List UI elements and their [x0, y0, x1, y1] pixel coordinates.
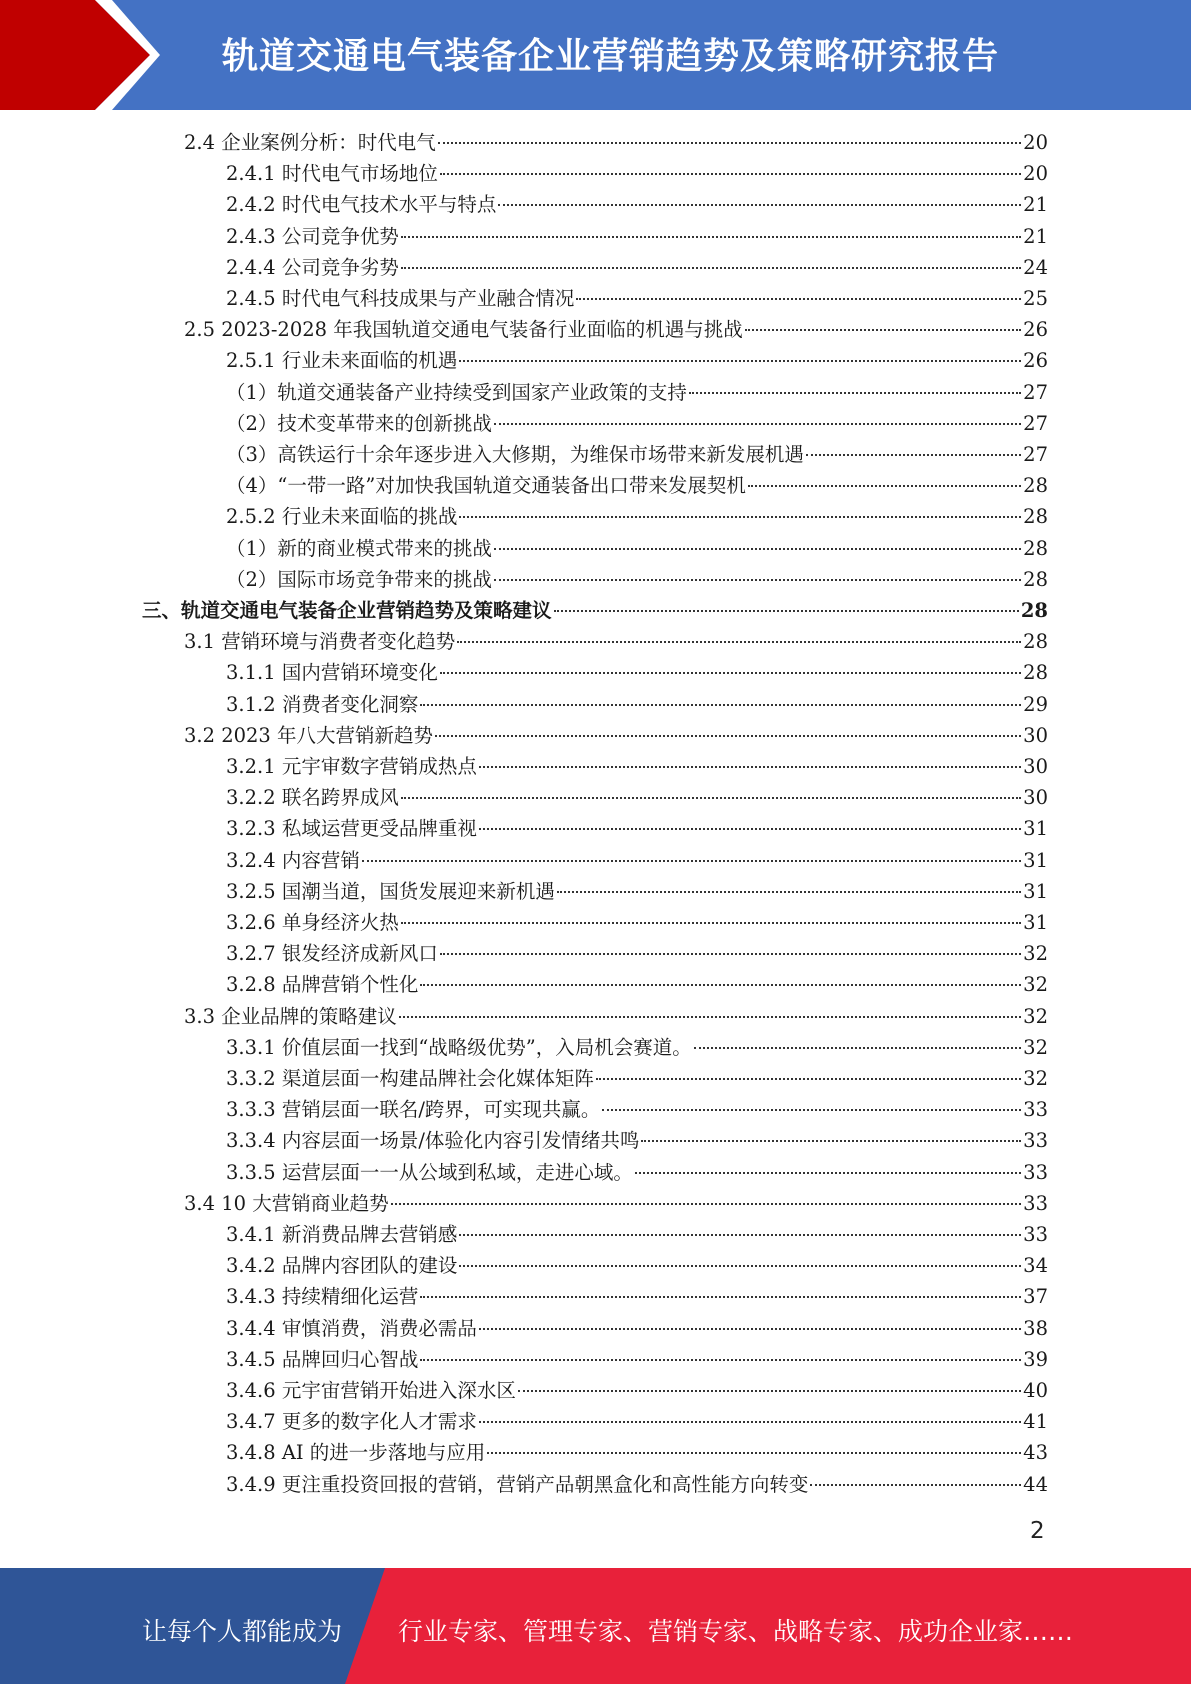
toc-entry-page: 32 — [1023, 973, 1048, 997]
toc-leader-dots — [420, 1359, 1021, 1361]
toc-leader-dots — [498, 204, 1021, 206]
toc-entry-page: 26 — [1023, 349, 1048, 373]
toc-entry-label: 3.4.2 品牌内容团队的建设 — [226, 1254, 458, 1278]
toc-entry-page: 33 — [1023, 1160, 1048, 1184]
toc-entry-label: （3）高铁运行十余年逐步进入大修期，为维保市场带来新发展机遇 — [226, 443, 804, 466]
toc-entry-label: （1）新的商业模式带来的挑战 — [226, 536, 492, 560]
toc-entry[interactable] — [226, 1437, 1048, 1468]
toc-leader-dots — [557, 891, 1021, 893]
toc-entry[interactable] — [226, 1157, 1048, 1188]
toc-entry[interactable] — [226, 907, 1048, 938]
toc-entry-label: 3.2 2023 年八大营销新趋势 — [184, 723, 434, 747]
toc-entry-page: 29 — [1023, 692, 1048, 716]
toc-entry-page: 31 — [1023, 817, 1048, 841]
toc-entry-page: 28 — [1023, 505, 1048, 529]
toc-leader-dots — [401, 922, 1021, 924]
toc-entry-page: 28 — [1023, 536, 1048, 560]
toc-entry[interactable] — [184, 314, 1048, 345]
toc-leader-dots — [602, 1109, 1021, 1111]
toc-entry-label: （2）国际市场竞争带来的挑战 — [226, 567, 492, 591]
toc-entry[interactable] — [226, 876, 1048, 907]
toc-leader-dots — [479, 828, 1021, 830]
toc-entry-label: 3.2.3 私域运营更受品牌重视 — [226, 817, 477, 841]
toc-entry-label: 2.4.3 公司竞争优势 — [226, 224, 399, 248]
toc-entry[interactable] — [226, 252, 1048, 283]
toc-entry-page: 30 — [1023, 723, 1048, 747]
toc-entry-label: 3.4.5 品牌回归心智战 — [226, 1347, 419, 1371]
toc-entry[interactable] — [184, 720, 1048, 751]
toc-leader-dots — [689, 392, 1021, 394]
toc-entry[interactable] — [226, 657, 1048, 688]
toc-entry-label: （4）“一带一路”对加快我国轨道交通装备出口带来发展契机 — [226, 474, 746, 498]
toc-entry-label: 3.2.6 单身经济火热 — [226, 911, 399, 934]
toc-entry[interactable] — [226, 1219, 1048, 1250]
toc-entry-label: 3.4.9 更注重投资回报的营销，营销产品朝黑盒化和高性能方向转变 — [226, 1472, 809, 1496]
toc-entry-label: 3.2.4 内容营销 — [226, 848, 360, 872]
toc-entry-page: 32 — [1023, 942, 1048, 966]
toc-entry[interactable] — [226, 221, 1048, 252]
toc-leader-dots — [748, 485, 1021, 487]
toc-entry[interactable] — [226, 845, 1048, 876]
toc-entry-label: 3.3 企业品牌的策略建议 — [184, 1004, 397, 1028]
toc-entry-label: 3.3.1 价值层面一找到“战略级优势”，入局机会赛道。 — [226, 1035, 692, 1059]
toc-entry-page: 33 — [1023, 1129, 1048, 1153]
toc-entry[interactable] — [226, 1125, 1048, 1156]
toc-entry-label: 3.2.2 联名跨界成风 — [226, 786, 399, 810]
toc-entry-page: 33 — [1023, 1223, 1048, 1246]
toc-leader-dots — [596, 1078, 1021, 1080]
toc-leader-dots — [435, 735, 1021, 737]
toc-entry-label: 2.4.4 公司竞争劣势 — [226, 255, 399, 279]
toc-entry[interactable] — [184, 626, 1048, 657]
toc-leader-dots — [487, 1452, 1021, 1454]
toc-leader-dots — [745, 329, 1021, 331]
toc-entry-page: 32 — [1023, 1035, 1048, 1059]
toc-entry-page: 31 — [1023, 879, 1048, 903]
toc-leader-dots — [479, 766, 1021, 768]
toc-entry[interactable] — [226, 938, 1048, 969]
toc-entry-label: 3.2.5 国潮当道，国货发展迎来新机遇 — [226, 879, 555, 903]
toc-entry-page: 21 — [1023, 224, 1048, 248]
footer-slogan-left: 让每个人都能成为 — [142, 1617, 343, 1646]
toc-entry[interactable] — [226, 470, 1048, 501]
toc-entry[interactable] — [226, 158, 1048, 189]
toc-entry-label: 3.4.8 AI 的进一步落地与应用 — [226, 1441, 486, 1465]
toc-entry[interactable] — [226, 439, 1048, 470]
toc-entry-label: 3.3.5 运营层面一一从公域到私域，走进心域。 — [226, 1160, 633, 1184]
toc-entry[interactable] — [226, 1313, 1048, 1344]
toc-entry-label: 3.3.2 渠道层面一构建品牌社会化媒体矩阵 — [226, 1067, 594, 1090]
toc-entry[interactable] — [184, 127, 1048, 158]
toc-leader-dots — [479, 1328, 1021, 1330]
toc-entry-label: 2.5 2023-2028 年我国轨道交通电气装备行业面临的机遇与挑战 — [184, 318, 743, 342]
toc-leader-dots — [438, 142, 1021, 144]
toc-entry-page: 28 — [1023, 630, 1048, 654]
toc-entry-page: 26 — [1023, 318, 1048, 342]
toc-entry-label: 2.4.2 时代电气技术水平与特点 — [226, 193, 497, 217]
toc-leader-dots — [806, 454, 1021, 456]
toc-entry-label: （1）轨道交通装备产业持续受到国家产业政策的支持 — [226, 380, 687, 404]
toc-entry[interactable] — [226, 533, 1048, 564]
toc-leader-dots — [401, 236, 1021, 238]
toc-leader-dots — [554, 610, 1019, 612]
header-banner — [0, 0, 1191, 110]
toc-entry-page: 28 — [1023, 567, 1048, 591]
toc-entry-label: 3.4.7 更多的数字化人才需求 — [226, 1410, 477, 1434]
toc-entry-page: 38 — [1023, 1316, 1048, 1340]
toc-entry[interactable] — [226, 1281, 1048, 1312]
toc-leader-dots — [459, 1234, 1021, 1236]
toc-entry[interactable] — [226, 1094, 1048, 1125]
toc-leader-dots — [810, 1484, 1021, 1486]
toc-entry-label: 3.4.6 元宇宙营销开始进入深水区 — [226, 1379, 516, 1402]
toc-entry-page: 34 — [1023, 1254, 1048, 1278]
toc-entry[interactable] — [142, 595, 1048, 626]
toc-entry-page: 41 — [1023, 1410, 1048, 1434]
toc-entry-label: 2.5.2 行业未来面临的挑战 — [226, 505, 458, 529]
toc-leader-dots — [518, 1390, 1021, 1392]
toc-entry-page: 32 — [1023, 1004, 1048, 1028]
toc-entry[interactable] — [226, 813, 1048, 844]
toc-leader-dots — [420, 1296, 1021, 1298]
toc-leader-dots — [440, 953, 1021, 955]
toc-entry-label: 3.4.3 持续精细化运营 — [226, 1285, 419, 1309]
toc-entry-page: 33 — [1023, 1098, 1048, 1122]
toc-entry-label: 3.1.2 消费者变化洞察 — [226, 692, 419, 716]
toc-entry-label: 3.2.8 品牌营销个性化 — [226, 973, 419, 997]
toc-entry[interactable] — [226, 969, 1048, 1000]
toc-entry[interactable] — [226, 1063, 1048, 1094]
toc-entry-page: 30 — [1023, 755, 1048, 778]
toc-entry-label: 2.4.1 时代电气市场地位 — [226, 162, 438, 186]
toc-entry-label: 3.4 10 大营销商业趋势 — [184, 1191, 389, 1215]
toc-entry-page: 31 — [1023, 911, 1048, 934]
toc-entry-page: 39 — [1023, 1347, 1048, 1371]
toc-entry-label: 3.4.4 审慎消费，消费必需品 — [226, 1316, 477, 1340]
toc-leader-dots — [641, 1140, 1021, 1142]
toc-leader-dots — [401, 797, 1021, 799]
toc-entry-page: 21 — [1023, 193, 1048, 217]
toc-leader-dots — [399, 1016, 1021, 1018]
toc-entry-label: 3.3.3 营销层面一联名/跨界，可实现共赢。 — [226, 1098, 601, 1122]
toc-entry-page: 43 — [1023, 1441, 1048, 1465]
toc-leader-dots — [635, 1172, 1021, 1174]
toc-entry[interactable] — [226, 782, 1048, 813]
toc-entry-page: 27 — [1023, 443, 1048, 466]
toc-entry-label: 3.2.1 元宇审数字营销成热点 — [226, 755, 477, 778]
toc-leader-dots — [362, 860, 1021, 862]
toc-entry-page: 28 — [1023, 661, 1048, 685]
toc-entry-page: 20 — [1023, 162, 1048, 186]
header-arrow-decoration — [0, 0, 160, 110]
toc-entry[interactable] — [226, 1375, 1048, 1406]
toc-entry[interactable] — [226, 751, 1048, 782]
toc-entry-label: 3.3.4 内容层面一场景/体验化内容引发情绪共鸣 — [226, 1129, 640, 1153]
toc-entry-label: 3.4.1 新消费品牌去营销感 — [226, 1223, 458, 1246]
toc-entry[interactable] — [226, 377, 1048, 408]
toc-leader-dots — [459, 1265, 1021, 1267]
toc-entry-label: 2.4.5 时代电气科技成果与产业融合情况 — [226, 287, 575, 310]
toc-entry-label: 3.2.7 银发经济成新风口 — [226, 942, 438, 966]
toc-leader-dots — [459, 516, 1021, 518]
toc-entry-label: （2）技术变革带来的创新挑战 — [226, 411, 492, 435]
toc-leader-dots — [576, 298, 1021, 300]
toc-entry[interactable] — [226, 501, 1048, 532]
toc-entry-page: 27 — [1023, 411, 1048, 435]
toc-leader-dots — [494, 423, 1021, 425]
toc-entry-label: 2.4 企业案例分析：时代电气 — [184, 131, 436, 154]
toc-leader-dots — [494, 579, 1021, 581]
toc-entry[interactable] — [226, 1469, 1048, 1500]
toc-entry[interactable] — [226, 1250, 1048, 1281]
toc-entry[interactable] — [184, 1001, 1048, 1032]
toc-entry[interactable] — [226, 1406, 1048, 1437]
toc-entry[interactable] — [226, 1344, 1048, 1375]
toc-leader-dots — [420, 984, 1021, 986]
toc-entry[interactable] — [226, 1032, 1048, 1063]
footer-banner — [0, 1568, 1191, 1684]
toc-entry-page: 27 — [1023, 380, 1048, 404]
toc-entry[interactable] — [226, 189, 1048, 220]
toc-entry-label: 3.1 营销环境与消费者变化趋势 — [184, 630, 456, 654]
toc-entry[interactable] — [226, 345, 1048, 376]
toc-leader-dots — [440, 173, 1021, 175]
toc-entry-page: 25 — [1023, 287, 1048, 310]
toc-entry-page: 28 — [1023, 474, 1048, 498]
toc-entry[interactable] — [226, 283, 1048, 314]
toc-entry-page: 30 — [1023, 786, 1048, 810]
toc-leader-dots — [457, 641, 1021, 643]
toc-leader-dots — [440, 672, 1021, 674]
toc-leader-dots — [391, 1203, 1021, 1205]
toc-entry-page: 40 — [1023, 1379, 1048, 1402]
toc-entry[interactable] — [184, 1188, 1048, 1219]
toc-entry-page: 37 — [1023, 1285, 1048, 1309]
report-title: 轨道交通电气装备企业营销趋势及策略研究报告 — [222, 36, 1000, 77]
toc-entry-page: 32 — [1023, 1067, 1048, 1090]
toc-entry-page: 24 — [1023, 255, 1048, 279]
footer-slogan-right: 行业专家、管理专家、营销专家、战略专家、成功企业家…… — [398, 1617, 1074, 1646]
toc-entry[interactable] — [226, 689, 1048, 720]
toc-leader-dots — [694, 1047, 1021, 1049]
toc-entry-page: 44 — [1023, 1472, 1048, 1496]
toc-leader-dots — [401, 267, 1021, 269]
toc-leader-dots — [420, 704, 1021, 706]
toc-entry-label: 三、轨道交通电气装备企业营销趋势及策略建议 — [142, 599, 552, 622]
toc-leader-dots — [494, 548, 1021, 550]
toc-leader-dots — [479, 1421, 1021, 1423]
page-number: 2 — [1030, 1518, 1045, 1544]
toc-entry[interactable] — [226, 408, 1048, 439]
toc-entry-page: 20 — [1023, 131, 1048, 154]
toc-leader-dots — [459, 360, 1021, 362]
toc-entry-page: 31 — [1023, 848, 1048, 872]
toc-entry-page: 28 — [1020, 599, 1048, 622]
toc-entry-label: 3.1.1 国内营销环境变化 — [226, 661, 438, 685]
toc-entry-label: 2.5.1 行业未来面临的机遇 — [226, 349, 458, 373]
toc-entry-page: 33 — [1023, 1191, 1048, 1215]
toc-entry[interactable] — [226, 564, 1048, 595]
